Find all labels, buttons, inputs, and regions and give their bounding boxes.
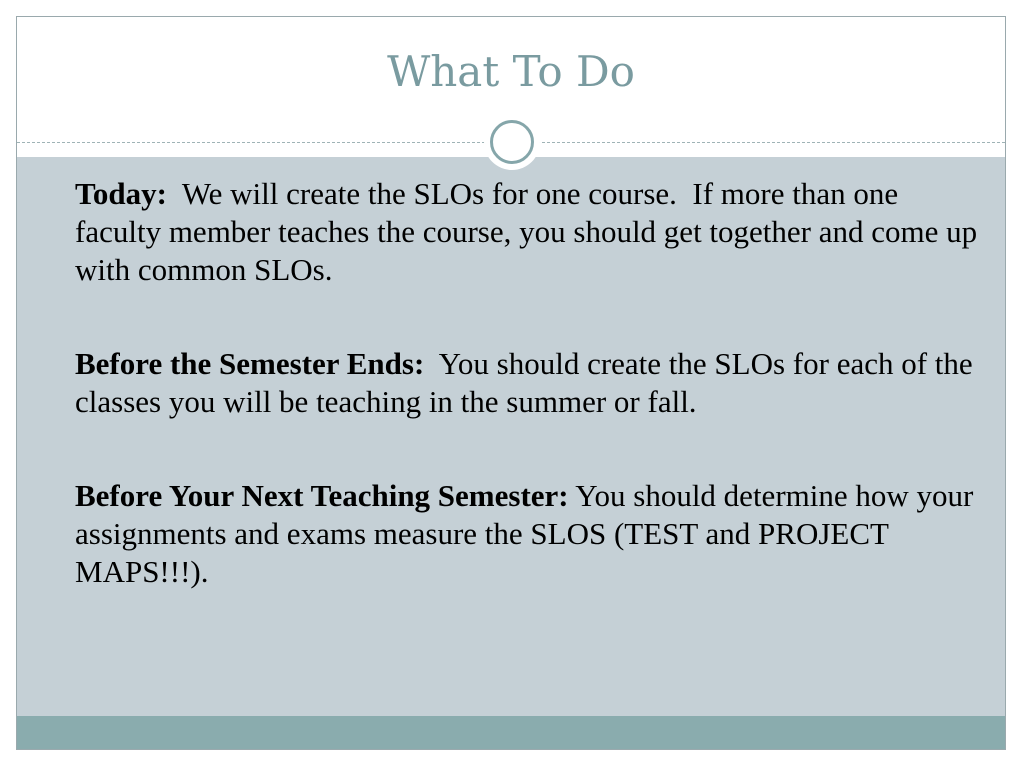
paragraph-heading: Before Your Next Teaching Semester: — [75, 478, 569, 513]
paragraph-before-next-teaching-semester — [75, 477, 985, 591]
paragraph-heading: Before the Semester Ends: — [75, 346, 425, 381]
slide-body — [75, 175, 985, 647]
paragraph-heading: Today: — [75, 176, 167, 211]
ornament-inner-circle — [499, 129, 525, 155]
slide-title: What To Do — [387, 47, 635, 96]
paragraph-text: We will create the SLOs for one course. If more than one faculty member teaches the course, you should get together and come up with common SLOs. — [75, 176, 985, 287]
ornament-ring — [490, 120, 534, 164]
bottom-bar — [17, 716, 1005, 750]
paragraph-before-semester-ends — [75, 345, 985, 421]
paragraph-today — [75, 175, 985, 289]
circle-ring-ornament-icon — [484, 114, 540, 170]
paragraph-text: You should determine how your assignments and exams measure the SLOS (TEST and PROJECT MAPS!!!). — [75, 478, 982, 589]
slide — [16, 16, 1006, 750]
paragraph-text: You should create the SLOs for each of the classes you will be teaching in the summer or fall. — [75, 346, 981, 419]
